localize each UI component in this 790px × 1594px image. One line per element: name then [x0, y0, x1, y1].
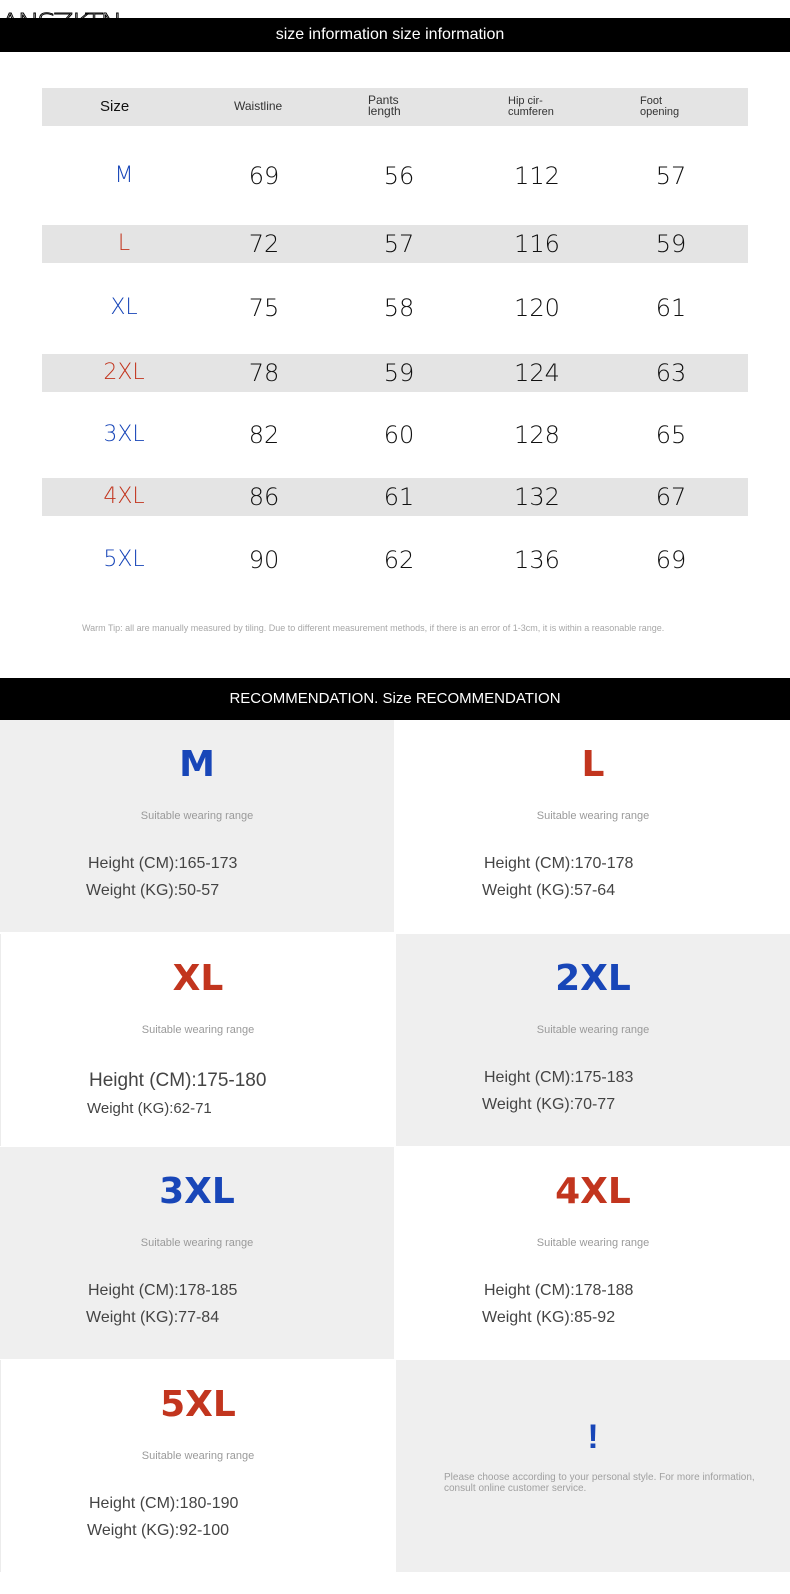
- col-foot-1: Foot: [640, 95, 663, 107]
- waist-value: 72: [248, 230, 280, 258]
- size-label: 5XL: [103, 547, 145, 572]
- card-size-label: 3XL: [159, 1171, 235, 1212]
- card-height: Height (CM):170-178: [484, 855, 634, 872]
- pants-value: 57: [383, 230, 415, 258]
- hip-value: 128: [514, 421, 560, 449]
- foot-value: 67: [655, 483, 687, 511]
- pants-value: 60: [383, 421, 415, 449]
- hip-value: 120: [514, 294, 560, 322]
- foot-value: 59: [655, 230, 687, 258]
- size-card-l: [396, 720, 790, 932]
- brand-logo: ANSZKTN: [0, 8, 120, 40]
- card-weight: Weight (KG):92-100: [87, 1522, 229, 1539]
- size-card-4xl: [396, 1147, 790, 1359]
- col-pants-length-1: Pants: [368, 93, 399, 107]
- table-row: [42, 541, 748, 579]
- hip-value: 116: [514, 230, 560, 258]
- card-weight: Weight (KG):77-84: [86, 1309, 220, 1326]
- col-hip-1: Hip cir-: [508, 95, 543, 107]
- waist-value: 78: [248, 359, 280, 387]
- pants-value: 58: [383, 294, 415, 322]
- card-range-label: Suitable wearing range: [141, 1024, 255, 1036]
- size-label: 2XL: [103, 360, 145, 385]
- card-size-label: M: [179, 744, 215, 785]
- card-weight: Weight (KG):57-64: [482, 882, 616, 899]
- info-note: Please choose according to your personal style. For more information, consult online customer service.: [444, 1472, 755, 1494]
- col-pants-length-2: length: [368, 104, 401, 118]
- table-row: [42, 225, 748, 263]
- card-height: Height (CM):175-183: [484, 1069, 634, 1086]
- size-label: 3XL: [103, 422, 145, 447]
- waist-value: 69: [248, 162, 280, 190]
- size-label: L: [117, 231, 131, 256]
- info-card: [396, 1360, 790, 1572]
- card-range-label: Suitable wearing range: [140, 810, 254, 822]
- size-card-xl: [0, 934, 395, 1146]
- card-size-label: 4XL: [555, 1171, 631, 1212]
- size-card-2xl: [396, 934, 790, 1146]
- size-table-header: [42, 88, 748, 126]
- card-weight: Weight (KG):70-77: [482, 1096, 616, 1113]
- card-height: Height (CM):178-185: [88, 1282, 238, 1299]
- size-label: XL: [110, 295, 138, 320]
- col-hip-2: cumferen: [508, 106, 554, 118]
- waist-value: 86: [248, 483, 280, 511]
- hip-value: 136: [514, 546, 560, 574]
- size-info-title: size information size information: [275, 26, 505, 43]
- hip-value: 112: [514, 162, 560, 190]
- table-row: [42, 354, 748, 392]
- pants-value: 62: [383, 546, 415, 574]
- card-size-label: L: [581, 744, 605, 785]
- waist-value: 82: [248, 421, 280, 449]
- warm-tip-text: Warm Tip: all are manually measured by tiling. Due to different measurement methods, if there is an error of 1-3cm, it is within a reasonable range.: [82, 623, 665, 633]
- table-row: [42, 157, 748, 195]
- card-size-label: 2XL: [555, 958, 631, 999]
- foot-value: 65: [655, 421, 687, 449]
- card-range-label: Suitable wearing range: [140, 1237, 254, 1249]
- hip-value: 132: [514, 483, 560, 511]
- card-range-label: Suitable wearing range: [536, 1024, 650, 1036]
- pants-value: 56: [383, 162, 415, 190]
- card-weight: Weight (KG):50-57: [86, 882, 220, 899]
- foot-value: 61: [655, 294, 687, 322]
- foot-value: 69: [655, 546, 687, 574]
- card-weight: Weight (KG):62-71: [87, 1100, 212, 1117]
- table-row: [42, 289, 748, 327]
- foot-value: 57: [655, 162, 687, 190]
- pants-value: 61: [383, 483, 415, 511]
- card-range-label: Suitable wearing range: [536, 1237, 650, 1249]
- waist-value: 75: [248, 294, 280, 322]
- card-height: Height (CM):180-190: [89, 1495, 239, 1512]
- card-size-label: 5XL: [160, 1384, 236, 1425]
- card-weight: Weight (KG):85-92: [482, 1309, 616, 1326]
- size-label: 4XL: [103, 484, 145, 509]
- size-label: M: [114, 163, 134, 188]
- col-waistline: Waistline: [234, 99, 283, 113]
- table-row: [42, 478, 748, 516]
- card-height: Height (CM):165-173: [88, 855, 238, 872]
- col-size: Size: [100, 98, 130, 115]
- size-card-3xl: [0, 1147, 394, 1359]
- size-card-5xl: [0, 1360, 395, 1572]
- card-height: Height (CM):178-188: [484, 1282, 634, 1299]
- col-foot-2: opening: [640, 106, 680, 118]
- pants-value: 59: [383, 359, 415, 387]
- recommendation-header-bar: RECOMMENDATION. Size RECOMMENDATION: [0, 678, 790, 720]
- waist-value: 90: [248, 546, 280, 574]
- size-card-m: [0, 720, 394, 932]
- hip-value: 124: [514, 359, 560, 387]
- foot-value: 63: [655, 359, 687, 387]
- table-row: [42, 416, 748, 454]
- card-height: Height (CM):175-180: [89, 1070, 267, 1091]
- card-range-label: Suitable wearing range: [141, 1450, 255, 1462]
- card-size-label: XL: [172, 958, 224, 999]
- card-range-label: Suitable wearing range: [536, 810, 650, 822]
- exclamation-icon: !: [587, 1418, 599, 1456]
